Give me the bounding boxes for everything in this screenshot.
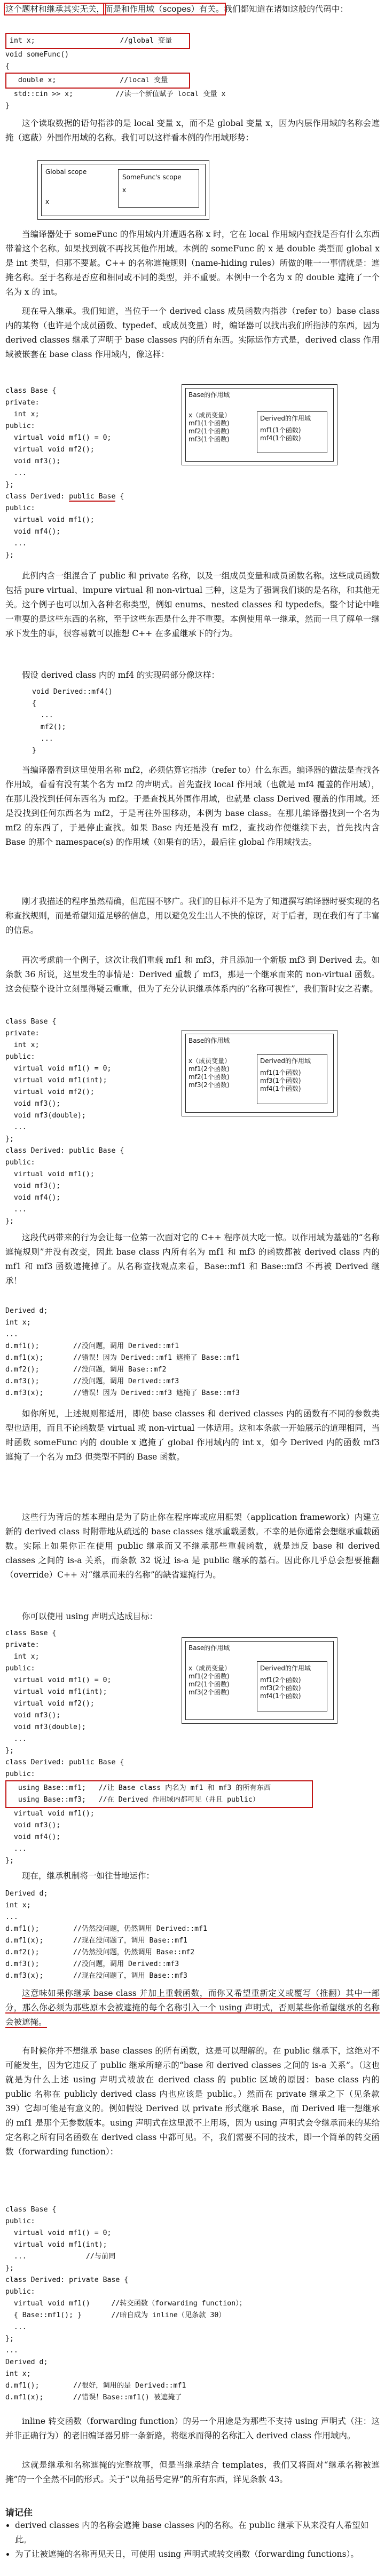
paragraph-text: 现在导入继承。我们知道，当位于一个 derived class 成员函数内指涉（refer to）base class 内的某物（也许是个成员函数、typedef、或成员变量）时，编译器可以找出我们所指涉的东西，因为 derived classes 继承了声明于 base classes 内的所有东西。实际运作方式是，derived class 作用域被嵌套在 base class 作用域内，像这样： [5, 306, 380, 359]
code-line: void mf3(); [5, 1711, 61, 1719]
derived-scope-label: Derived的作用域 [260, 415, 311, 422]
code-line: public: [5, 1665, 35, 1673]
code-line: public: [5, 504, 35, 512]
code-line: int x; [5, 1653, 40, 1661]
code-line: void mf4(); [5, 528, 61, 536]
code-line: virtual void mf1(); [5, 516, 95, 524]
code-block-3 [32, 686, 385, 757]
scope-entry: x（成员变量） [188, 1057, 231, 1065]
scope-entry: mf1(2个函数) [188, 1065, 230, 1073]
code-line: ... [5, 1735, 27, 1743]
code-line: private: [5, 1641, 40, 1649]
code-line: }; [5, 1747, 14, 1755]
paragraph-7 [5, 894, 380, 938]
code-line: virtual void mf1(int); [5, 1076, 107, 1084]
scope-entry: mf4(1个函数) [260, 1692, 301, 1700]
code-line: d.mf1(); //很好，调用的是 Derived::mf1 [5, 2382, 186, 2390]
code-line: int x; [5, 1901, 31, 1909]
code-line: d.mf1(); //没问题，调用 Derived::mf1 [5, 1342, 179, 1350]
paragraph-5 [5, 668, 380, 683]
derived-scope-lines [260, 1676, 301, 1700]
base-scope-label: Base的作用域 [188, 1644, 230, 1652]
paragraph-9 [5, 1231, 380, 1288]
code-lines [32, 686, 385, 757]
code-line: public: [5, 1770, 35, 1778]
base-scope-label: Base的作用域 [188, 391, 230, 399]
code-block-5 [5, 1305, 380, 1399]
code-line: using Base::mf3; //在 Derived 作用域内都可见（并且 public） [10, 1796, 260, 1804]
scope-entry: mf3(2个函数) [188, 1689, 230, 1696]
intro [5, 2, 380, 17]
code-line: virtual void mf2(); [5, 1700, 95, 1708]
paragraph-14 [5, 1986, 380, 2030]
code-line: public: [5, 1053, 35, 1061]
scope-entry: mf1(1个函数) [188, 419, 230, 427]
paragraph-text: 这些行为背后的基本理由是为了防止你在程序库或应用框架（application framework）内建立新的 derived class 时附带地从疏远的 base classes 继承重载函数。不幸的是你通常会想继承重载函数。实际上如果你正在使用 public 继承而又不继承那些重载函数，就是违反 base 和 derived classes 之间的 is-a 关系，而条款 32 说过 is-a 是 public 继承的基石。因此你几乎总会想要推翻（override）C++ 对“继承而来的名称”的缺省遮掩行为。 [5, 1512, 380, 1580]
code-line: Derived d; [5, 1307, 48, 1315]
code-line: mf2(); [32, 723, 66, 731]
code-lines [5, 1305, 380, 1399]
scope-figure-2 [182, 384, 342, 465]
code-line: virtual void mf1(); [5, 1810, 95, 1818]
code-line: double x; //local 变量 [10, 76, 168, 84]
code-highlight-box [5, 33, 190, 49]
code-line: d.mf3(x); //错误！因为 Derived::mf3 遮掩了 Base::mf3 [5, 1389, 240, 1397]
paragraph-16 [5, 2414, 380, 2443]
code-line: virtual void mf2(); [5, 1088, 95, 1096]
intro-phrase-3: 我们都知道在诸如这般的代码中： [224, 4, 349, 14]
code-line: ... [5, 2323, 27, 2331]
local-x: x [122, 186, 127, 194]
code-line: virtual void mf2(); [5, 446, 95, 454]
scope-entry: mf1(2个函数) [260, 1676, 301, 1684]
scope-entry: mf3(2个函数) [260, 1684, 301, 1692]
code-line: class Base { [5, 1629, 57, 1637]
remember-item: • 为了让被遮掩的名称再见天日，可使用 using 声明式或转交函数（forwarding functions）。 [15, 2547, 380, 2562]
code-lines [5, 2204, 380, 2404]
scope-entry: mf1(1个函数) [260, 426, 301, 434]
paragraph-6 [5, 763, 380, 850]
scope-entry: x（成员变量） [188, 1665, 231, 1672]
code-line: using Base::mf1; //让 Base class 内名为 mf1 和 mf3 的所有东西 [10, 1784, 271, 1792]
code-line: ... [5, 540, 27, 548]
base-scope-lines [188, 411, 231, 443]
code-line: int x; [5, 410, 40, 418]
code-line: virtual void mf1() = 0; [5, 1676, 112, 1684]
code-line: ... [5, 2347, 18, 2355]
paragraph-text: 这段代码带来的行为会让每一位第一次面对它的 C++ 程序员大吃一惊。以作用域为基础的“名称遮掩规则”并没有改变，因此 base class 内所有名为 mf1 和 mf3 的函数都被 derived class 内的 mf1 和 mf3 函数遮掩掉了。从名称查找观点来看，Base::mf1 和 Base::mf3 不再被 Derived 继承！ [5, 1233, 380, 1286]
code-line: } [32, 747, 36, 755]
code-line: std::cin >> x; //读一个新值赋予 local 变量 x [5, 90, 226, 98]
using-declaration-highlight [5, 1780, 313, 1808]
code-line: ... //与前同 [5, 2253, 116, 2261]
scope-entry: mf4(1个函数) [260, 434, 301, 442]
code-line: void mf3(double); [5, 1112, 86, 1120]
paragraph-text: 此例内含一组混合了 public 和 private 名称，以及一组成员变量和成员函数名称。这些成员函数包括 pure virtual、impure virtual 和 non-virtual 三种，这是为了强调我们谈的是名称，和其他无关。这个例子也可以加入各种名称类型，例如 enums、nested classes 和 typedefs。整个讨论中唯一重要的是这些东西的名称，至于这些东西是什么并不重要。本例使用单一继承，然而一旦了解单一继承下发生的事，很容易就可以推想 C++ 在多重继承下的行为。 [5, 571, 380, 638]
paragraph-15 [5, 2044, 380, 2159]
paragraph-text: 当编译器看到这里使用名称 mf2，必须估算它指涉（refer to）什么东西。编译器的做法是查找各作用域，看看有没有某个名为 mf2 的声明式。首先查找 local 作用域（也就是 mf4 覆盖的作用域），在那儿没找到任何东西名为 mf2。于是查找其外围作用域，也就是 class Derived 覆盖的作用域。还是没找到任何东西名为 mf2，于是再往外围移动，本例为 base class。在那儿编译器找到一个名为 mf2 的东西了，于是停止查找。如果 Base 内还是没有 mf2，查找动作便继续下去，首先找内含 Base 的那个 namespace(s) 的作用域（如果有的话），最后往 global 作用域找去。 [5, 765, 380, 847]
code-line: void someFunc() [5, 51, 69, 59]
code-line: virtual void mf1(int); [5, 1688, 107, 1696]
scope-entry: mf2(1个函数) [188, 1681, 230, 1688]
derived-scope-lines [260, 1069, 301, 1093]
paragraph-1 [5, 116, 380, 145]
code-lines [5, 1888, 380, 1982]
paragraph-text: 你可以使用 using 声明式达成目标： [22, 1612, 158, 1621]
code-line: { [5, 62, 10, 70]
paragraph-text: 这个读取数据的语句指涉的是 local 变量 x，而不是 global 变量 x，因为内层作用域的名称会遮掩（遮蔽）外围作用域的名称。我们可以这样看本例的作用域形势： [5, 118, 380, 142]
code-line: void mf3(double); [5, 1723, 86, 1731]
derived-scope-lines [260, 426, 301, 442]
scope-entry: x（成员变量） [188, 411, 231, 419]
intro-phrase-1: 这个题材和继承其实无关， [5, 4, 105, 14]
code-line: d.mf3(); //没问题，调用 Derived::mf3 [5, 1960, 179, 1968]
derived-scope-label: Derived的作用域 [260, 1057, 311, 1065]
code-line: virtual void mf1() = 0; [5, 2229, 112, 2237]
code-line: public: [5, 422, 35, 430]
paragraph-3 [5, 304, 380, 362]
code-line: int x; [5, 2370, 31, 2378]
remember-item: • derived classes 内的名称会遮掩 base classes 内的名称。在 public 继承下从来没有人希望如此。 [15, 2518, 380, 2547]
paragraph-2 [5, 227, 380, 299]
code-line: { Base::mf1(); } //暗自成为 inline（见条款 30） [5, 2311, 226, 2319]
paragraph-text: 如你所见，上述规则都适用，即使 base classes 和 derived classes 内的函数有不同的参数类型也适用，而且不论函数是 virtual 或 non-virtual 一体适用。这和本条款一开始展示的道理相同，当时函数 someFunc 内的 double x 遮掩了 global 作用域内的 int x，如今 Derived 内的函数 mf3 遮掩了一个名为 mf3 但类型不同的 Base 函数。 [5, 1409, 380, 1462]
scope-entry: mf4(1个函数) [260, 1085, 301, 1092]
code-line: d.mf2(); //仍然没问题，仍然调用 Base::mf2 [5, 1948, 195, 1956]
code-line: int x; //global 变量 [10, 37, 172, 45]
code-line: }; [5, 481, 14, 489]
scope-entry: mf3(1个函数) [260, 1077, 301, 1084]
code-line: class Derived: public Base { [5, 493, 124, 501]
paragraph-11 [5, 1510, 380, 1582]
code-line: void mf3(); [5, 1182, 61, 1190]
code-line: } [5, 102, 10, 110]
scope-entry: mf3(2个函数) [188, 1081, 230, 1089]
paragraph-text: 这就是继承和名称遮掩的完整故事，但是当继承结合 templates，我们又将面对“继承名称被遮掩”的一个全然不同的形式。关于“以角括号定界”的所有东西，详见条款 43。 [5, 2460, 380, 2484]
paragraph-4 [5, 569, 380, 641]
code-line: public: [5, 2288, 35, 2296]
code-line: int x; [5, 1041, 40, 1049]
paragraph-10 [5, 1407, 380, 1464]
paragraph-12 [5, 1610, 380, 1624]
scope-figure-4 [182, 1637, 342, 1724]
code-line: virtual void mf1() = 0; [5, 1065, 112, 1073]
paragraph-8 [5, 953, 380, 996]
code-line: ... [5, 1845, 27, 1853]
code-line: void mf3(); [5, 457, 61, 465]
scope-entry: mf2(1个函数) [188, 1073, 230, 1081]
code-line: int x; [5, 1319, 31, 1327]
code-line: }; [5, 1217, 14, 1225]
paragraph-text: 当编译器处于 someFunc 的作用域内并遭遇名称 x 时，它在 local 作用域内查找是否有什么东西带着这个名称。如果找到就不再找其他作用域。本例的 someFunc 的 x 是 double 类型而 global x 是 int 类型，但那不要紧。C++ 的名称遮掩规则（name-hiding rules）所做的唯一一事情就是：遮掩名称。至于名称是否应和相同或不同的类型，并不重要。本例中一个名为 x 的 double 遮掩了一个名为 x 的 int。 [5, 229, 380, 297]
code-line: class Derived: public Base { [5, 1147, 124, 1155]
remember-section [5, 2505, 380, 2562]
code-line: d.mf2(); //没问题，调用 Base::mf2 [5, 1366, 167, 1374]
code-line: virtual void mf1(int); [5, 2241, 107, 2249]
public-base-underline: public Base [69, 493, 116, 501]
paragraph-text: 假设 derived class 内的 mf4 的实现码部分像这样： [22, 670, 220, 680]
code-line: d.mf3(); //没问题，调用 Derived::mf3 [5, 1377, 179, 1385]
highlighted-text: 这意味如果你继承 base class 并加上重载函数，而你又希望重新定义或覆写（推翻）其中一部分，那么你必须为那些原本会被遮掩的每个名称引入一个 using 声明式，否则某些你希望继承的名称会被遮掩。 [5, 1988, 380, 2027]
code-block-7 [5, 1888, 380, 1982]
code-line: }; [5, 551, 14, 559]
scope-entry: mf2(1个函数) [188, 427, 230, 435]
code-line: public: [5, 2217, 35, 2225]
code-line: { [32, 700, 36, 708]
somefunc-scope-label: SomeFunc's scope [122, 173, 182, 181]
code-line: class Derived: private Base { [5, 2276, 129, 2284]
scope-entry: mf3(1个函数) [188, 435, 230, 443]
remember-list [5, 2518, 380, 2562]
code-line: void Derived::mf4() [32, 688, 113, 696]
base-scope-lines [188, 1057, 231, 1089]
code-line: class Base { [5, 2206, 57, 2214]
code-line: void mf3(); [5, 1821, 61, 1829]
code-line: Derived d; [5, 1890, 48, 1898]
code-line: ... [5, 1206, 27, 1214]
paragraph-text: 现在，继承机制将一如往昔地运作： [22, 1871, 155, 1881]
scope-figure-1 [37, 160, 214, 220]
code-line: d.mf1(); //仍然没问题，仍然调用 Derived::mf1 [5, 1925, 207, 1933]
code-line: private: [5, 399, 40, 407]
code-line: class Base { [5, 387, 57, 395]
remember-title: 请记住 [5, 2508, 33, 2518]
paragraph-13 [5, 1869, 380, 1883]
code-block-8 [5, 2204, 380, 2404]
paragraph-17 [5, 2458, 380, 2487]
paragraph-text: 刚才我描述的程序虽然精确，但范围不够广。我们的目标并不是为了知道撰写编译器时要实现的名称查找规则，而是希望知道足够的信息，用以避免发生出人不快的惊讶，对于后者，现在我们有了丰富的信息。 [5, 897, 380, 935]
code-line: ... [32, 735, 53, 743]
paragraph-text: 再次考虑前一个例子，这次让我们重载 mf1 和 mf3，并且添加一个新版 mf3 到 Derived 去。如条款 36 所说，这里发生的事情是：Derived 重载了 mf3，那是一个继承而来的 non-virtual 函数。这会使整个设计立刻显得疑云重重，但为了充分认识继承体系内的“名称可视性”，我们暂时安之若素。 [5, 955, 380, 994]
code-line: ... [5, 469, 27, 477]
code-line: public: [5, 1159, 35, 1167]
intro-phrase-2: 而是和作用域（scopes）有关。 [105, 4, 224, 14]
code-line: }; [5, 2335, 14, 2343]
global-x: x [45, 198, 50, 205]
code-line: ... [5, 1913, 18, 1921]
scope-figure-3 [182, 1030, 342, 1116]
code-line: virtual void mf1() = 0; [5, 434, 112, 442]
code-line: }; [5, 2264, 14, 2272]
derived-scope-label: Derived的作用域 [260, 1665, 311, 1672]
base-scope-label: Base的作用域 [188, 1037, 230, 1044]
code-line: class Derived: public Base { [5, 1758, 124, 1766]
code-block-1 [5, 33, 380, 112]
base-scope-lines [188, 1665, 231, 1697]
scope-entry: mf1(2个函数) [188, 1673, 230, 1680]
code-line: }; [5, 1857, 14, 1865]
code-highlight-box [5, 73, 190, 89]
code-line: virtual void mf1(); [5, 1170, 95, 1178]
code-line: d.mf3(x); //现在没问题了，调用 Base::mf3 [5, 1972, 187, 1980]
code-line: ... [32, 711, 53, 719]
code-line: d.mf1(x); //错误！因为 Derived::mf1 遮掩了 Base::mf1 [5, 1354, 240, 1362]
code-line: void mf4(); [5, 1833, 61, 1841]
paragraph-text: 有时候你并不想继承 base classes 的所有函数，这是可以理解的。在 public 继承下，这绝对不可能发生，因为它违反了 public 继承所暗示的“base 和 derived classes 之间的 is-a 关系”。（这也就是为什么上述 using 声明式被放在 derived class 的 public 区域的原因：base class 内的 public 名称在 publicly derived class 内也应该是 public。）然而在 private 继承之下（见条款 39）它却可能是有意义的。例如假设 Derived 以 private 形式继承 Base，而 Derived 唯一想继承的 mf1 是那个无参数版本。using 声明式在这里派不上用场，因为 using 声明式会令继承而来的某给定名称之所有同名函数在 derived class 中都可见。不，我们需要不同的技术，即一个简单的转交函数（forwarding function）： [5, 2046, 380, 2157]
code-line: d.mf1(x); //现在没问题了，调用 Base::mf1 [5, 1937, 187, 1945]
code-line: void mf4(); [5, 1194, 61, 1202]
scope-entry: mf1(1个函数) [260, 1069, 301, 1076]
code-line: private: [5, 1029, 40, 1037]
global-scope-label: Global scope [45, 168, 87, 176]
code-line: class Base { [5, 1018, 57, 1026]
code-line: ... [5, 1123, 27, 1131]
code-line: d.mf1(x); //错误！Base::mf1() 被遮掩了 [5, 2393, 182, 2401]
code-line: void mf3(); [5, 1100, 61, 1108]
code-line: Derived d; [5, 2358, 48, 2366]
code-line: }; [5, 1135, 14, 1143]
paragraph-text: inline 转交函数（forwarding function）的另一个用途是为那些不支持 using 声明式（注：这并非正确行为）的老旧编译器另辟一条新路，将继承而得的名称汇入 derived class 作用域内。 [5, 2416, 380, 2440]
code-line: ... [5, 1330, 18, 1338]
code-line: virtual void mf1() //转交函数（forwarding function）； [5, 2300, 246, 2308]
